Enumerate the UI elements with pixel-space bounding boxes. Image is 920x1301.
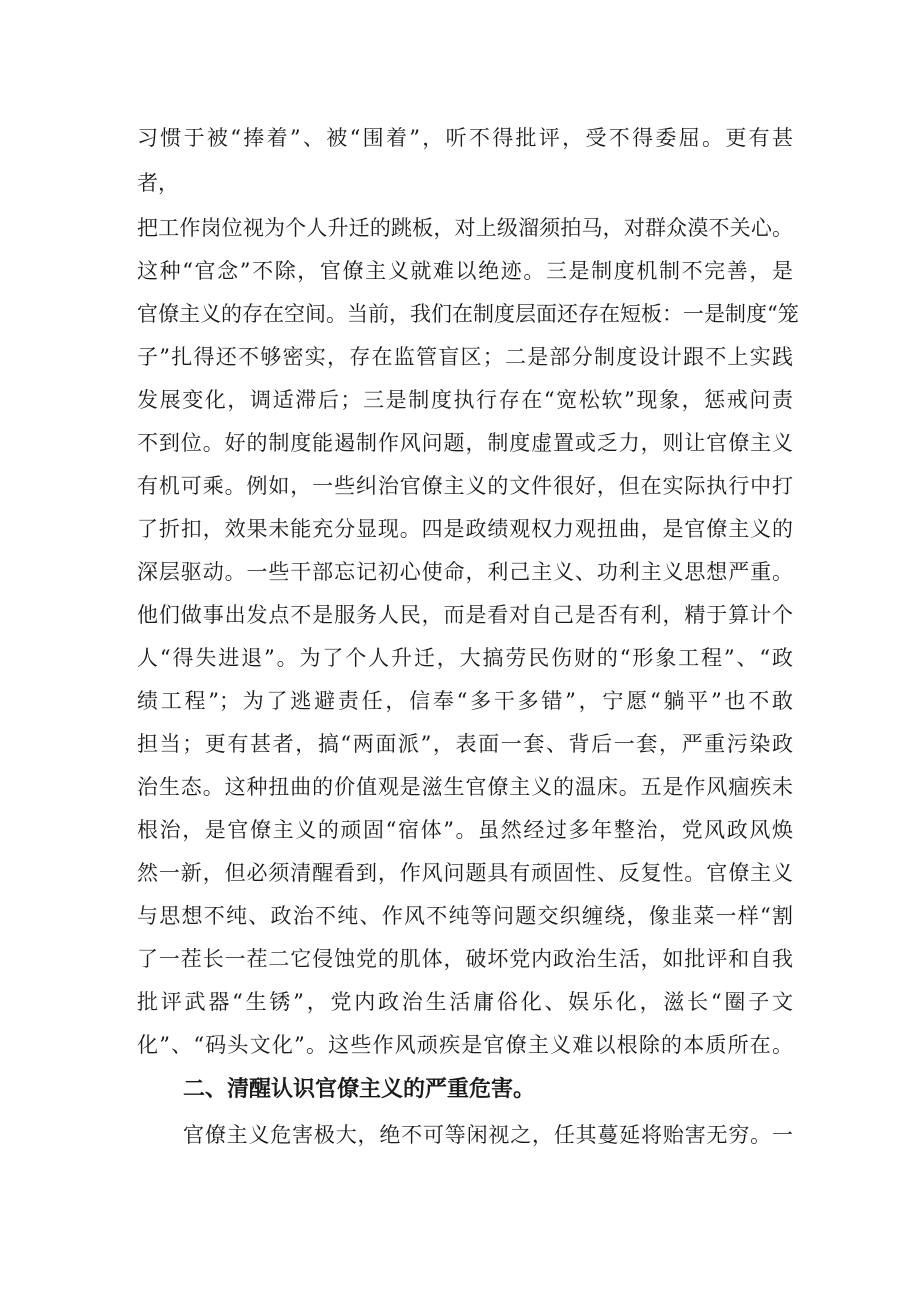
body-text-line: 人“得失进退”。为了个人升迁，大搞劳民伤财的“形象工程”、“政 (137, 646, 793, 670)
body-text-line: 批评武器“生锈”，党内政治生活庸俗化、娱乐化，滋长“圈子文 (137, 990, 793, 1014)
body-text-line: 不到位。好的制度能遏制作风问题，制度虚置或乏力，则让官僚主义 (137, 431, 793, 455)
body-text-line: 他们做事出发点不是服务人民，而是看对自己是否有利，精于算计个 (137, 603, 793, 627)
body-text-line: 子”扎得还不够密实，存在监管盲区；二是部分制度设计跟不上实践 (137, 345, 793, 369)
body-text-line: 习惯于被“捧着”、被“围着”，听不得批评，受不得委屈。更有甚 (137, 126, 793, 150)
body-text-line: 化”、“码头文化”。这些作风顽疾是官僚主义难以根除的本质所在。 (137, 1033, 793, 1057)
body-text-line: 这种“官念”不除，官僚主义就难以绝迹。三是制度机制不完善，是 (137, 259, 793, 283)
body-text-line: 发展变化，调适滞后；三是制度执行存在“宽松软”现象，惩戒问责 (137, 388, 793, 412)
body-text-line: 者， (137, 171, 179, 195)
body-text-line: 与思想不纯、政治不纯、作风不纯等问题交织缠绕，像韭菜一样“割 (137, 904, 793, 928)
body-text-line: 有机可乘。例如，一些纠治官僚主义的文件很好，但在实际执行中打 (137, 474, 793, 498)
body-text-line: 了一茬长一茬二它侵蚀党的肌体，破坏党内政治生活，如批评和自我 (137, 947, 793, 971)
body-text-line: 把工作岗位视为个人升迁的跳板，对上级溜须拍马，对群众漠不关心。 (137, 216, 793, 240)
body-text-line: 根治，是官僚主义的顽固“宿体”。虽然经过多年整治，党风政风焕 (137, 818, 793, 842)
body-text-line: 官僚主义的存在空间。当前，我们在制度层面还存在短板：一是制度“笼 (137, 302, 799, 326)
body-text-line: 官僚主义危害极大，绝不可等闲视之，任其蔓延将贻害无穷。一 (183, 1123, 793, 1147)
body-text-line: 了折扣，效果未能充分显现。四是政绩观权力观扭曲，是官僚主义的 (137, 517, 793, 541)
body-text-line: 然一新，但必须清醒看到，作风问题具有顽固性、反复性。官僚主义 (137, 861, 793, 885)
body-text-line: 治生态。这种扭曲的价值观是滋生官僚主义的温床。五是作风痼疾未 (137, 775, 793, 799)
body-text-line: 深层驱动。一些干部忘记初心使命，利己主义、功利主义思想严重。 (137, 560, 793, 584)
body-text-line: 绩工程”；为了逃避责任，信奉“多干多错”，宁愿“躺平”也不敢 (137, 689, 793, 713)
section-heading: 二、清醒认识官僚主义的严重危害。 (183, 1077, 536, 1102)
body-text-line: 担当；更有甚者，搞“两面派”，表面一套、背后一套，严重污染政 (137, 732, 793, 756)
